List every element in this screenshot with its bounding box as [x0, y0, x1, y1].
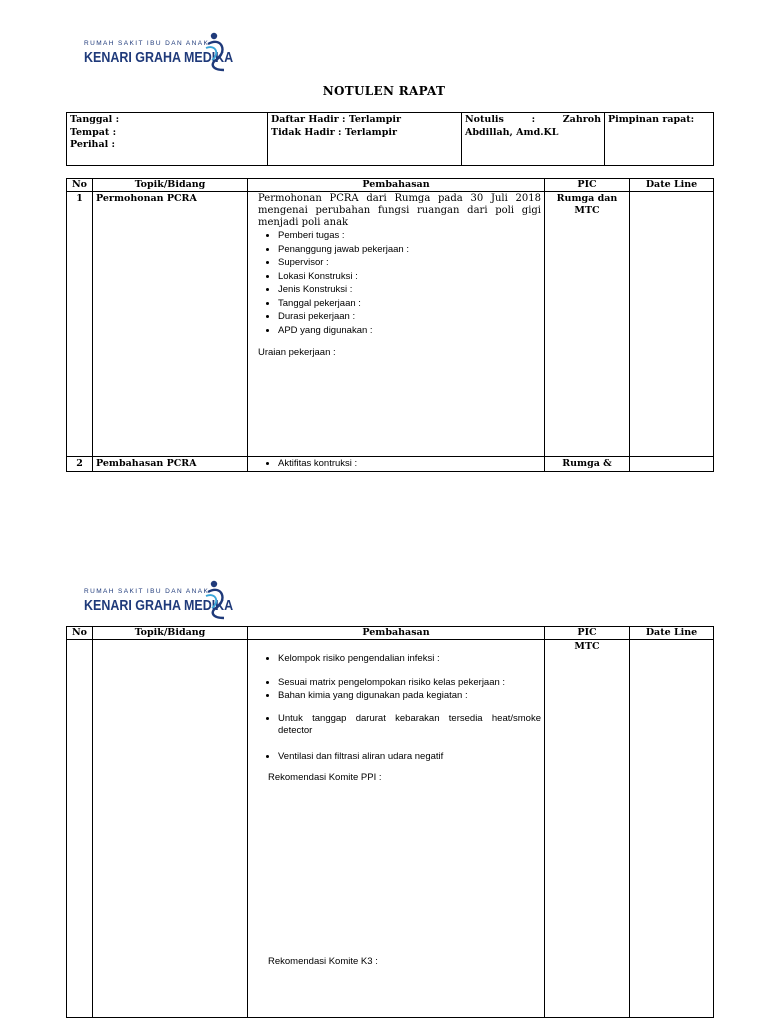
- info-cell-pimpinan: [605, 113, 714, 166]
- tempat-label: Tempat :: [70, 126, 117, 138]
- header-date-line: Date Line: [630, 179, 714, 192]
- row-number: 2: [67, 457, 93, 472]
- info-cell-attendance: [268, 113, 462, 166]
- logo-mark-icon: [202, 30, 230, 74]
- list-item: • Jenis Konstruksi :: [278, 283, 541, 297]
- row-topic: [93, 640, 248, 1018]
- header-pembahasan: Pembahasan: [248, 179, 545, 192]
- uraian-label: Uraian pekerjaan :: [258, 347, 336, 358]
- discussion-bullet-list: [258, 652, 541, 764]
- row-date-line: [630, 457, 714, 472]
- rekomendasi-ppi-label: Rekomendasi Komite PPI :: [268, 771, 382, 783]
- row-discussion: [248, 192, 545, 457]
- row-topic: Permohonan PCRA: [93, 192, 248, 457]
- list-item: • Aktifitas kontruksi :: [278, 458, 541, 470]
- row-discussion: [248, 640, 545, 1018]
- logo-brand-name: KENARI GRAHA MEDIKA: [84, 50, 234, 66]
- minutes-table-continued: [66, 626, 714, 1018]
- daftar-hadir-label: Daftar Hadir : Terlampir: [271, 114, 401, 125]
- pimpinan-label: Pimpinan rapat:: [608, 114, 695, 125]
- table-row: [67, 192, 714, 457]
- row-pic: MTC: [545, 640, 630, 1018]
- list-item: • Lokasi Konstruksi :: [278, 270, 541, 284]
- perihal-label: Perihal :: [70, 139, 116, 150]
- row-number: [67, 640, 93, 1018]
- list-item: • Ventilasi dan filtrasi aliran udara negatif: [278, 750, 541, 764]
- discussion-bullet-list: [258, 458, 541, 470]
- notulis-first-name: Zahroh: [562, 114, 601, 125]
- header-no: No: [67, 179, 93, 192]
- header-pic: PIC: [545, 179, 630, 192]
- meeting-info-table: [66, 112, 714, 166]
- header-pembahasan: Pembahasan: [248, 627, 545, 640]
- list-item: • Durasi pekerjaan :: [278, 310, 541, 324]
- row-pic: Rumga &: [545, 457, 630, 472]
- table-row: [67, 640, 714, 1018]
- row-discussion: [248, 457, 545, 472]
- info-cell-notulis: [462, 113, 605, 166]
- tanggal-label: Tanggal :: [70, 114, 120, 125]
- tidak-hadir-label: Tidak Hadir : Terlampir: [271, 126, 397, 138]
- logo-subtitle: RUMAH SAKIT IBU DAN ANAK: [84, 588, 210, 595]
- notulis-rest-name: Abdillah, Amd.KL: [465, 126, 559, 138]
- rekomendasi-k3-label: Rekomendasi Komite K3 :: [268, 955, 378, 967]
- header-pic: PIC: [545, 627, 630, 640]
- row-pic: Rumga dan MTC: [545, 192, 630, 457]
- list-item: • Untuk tanggap darurat kebarakan tersedia heat/smoke detector: [278, 713, 541, 737]
- hospital-logo: [84, 584, 244, 632]
- header-date-line: Date Line: [630, 627, 714, 640]
- list-item: • Supervisor :: [278, 256, 541, 270]
- discussion-intro: Permohonan PCRA dari Rumga pada 30 Juli 2018 mengenai perubahan fungsi ruangan dari poli gigi menjadi poli anak: [258, 193, 541, 228]
- list-item: • Pemberi tugas :: [278, 229, 541, 243]
- list-item: • APD yang digunakan :: [278, 324, 541, 338]
- notulis-label: Notulis: [465, 114, 504, 125]
- info-cell-date-place: [67, 113, 268, 166]
- hospital-logo: [84, 36, 244, 84]
- header-topik: Topik/Bidang: [93, 179, 248, 192]
- document-title: NOTULEN RAPAT: [322, 84, 446, 98]
- logo-brand-name: KENARI GRAHA MEDIKA: [84, 598, 234, 614]
- notulis-colon: :: [531, 114, 536, 125]
- logo-mark-icon: [202, 578, 230, 622]
- list-item: • Sesuai matrix pengelompokan risiko kelas pekerjaan :: [278, 677, 541, 689]
- minutes-table: [66, 178, 714, 472]
- table-row: [67, 457, 714, 472]
- list-item: • Kelompok risiko pengendalian infeksi :: [278, 652, 541, 666]
- logo-subtitle: RUMAH SAKIT IBU DAN ANAK: [84, 40, 210, 47]
- row-date-line: [630, 640, 714, 1018]
- header-no: No: [67, 627, 93, 640]
- row-topic: Pembahasan PCRA: [93, 457, 248, 472]
- row-number: 1: [67, 192, 93, 457]
- list-item: • Tanggal pekerjaan :: [278, 297, 541, 311]
- row-date-line: [630, 192, 714, 457]
- list-item: • Bahan kimia yang digunakan pada kegiatan :: [278, 689, 541, 703]
- discussion-bullet-list: [258, 229, 541, 337]
- header-topik: Topik/Bidang: [93, 627, 248, 640]
- list-item: • Penanggung jawab pekerjaan :: [278, 243, 541, 257]
